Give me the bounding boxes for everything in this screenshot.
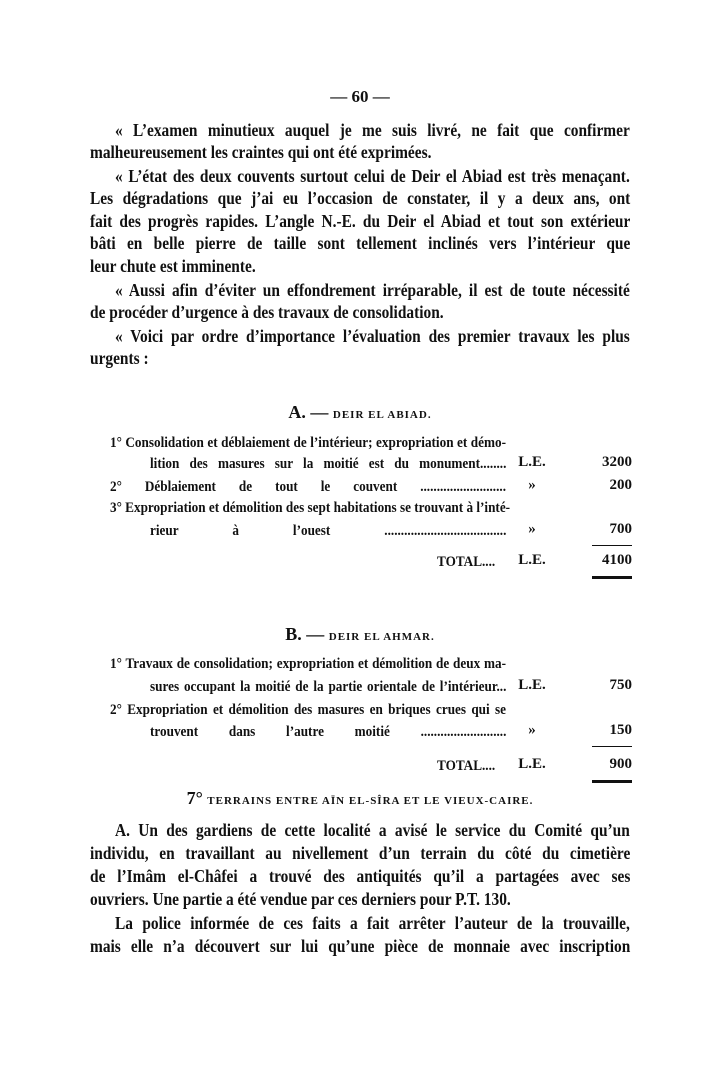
text-line: Les dégradations que j’ai eu l’occasion de constater, il y a deux ans, ont [90,188,631,208]
table-item-line: 2° Expropriation et démolition des masures en briques crues qui se [110,702,506,718]
sum-rule [592,545,632,546]
text-line: mais elle n’a découvert sur lui qu’une pièce de monnaie avec inscription [90,936,631,956]
text-line: « Aussi afin d’éviter un effondrement irréparable, il est de toute nécessité [115,280,630,300]
section-letter: B. — [285,624,325,644]
text-line: individu, en travaillant au nivellement d’un terrain du côté du cimetière [90,843,631,863]
text-line: de procéder d’urgence à des travaux de consolidation. [90,302,444,322]
table-item-line: 2° Déblaiement de tout le couvent .......................... [110,479,506,495]
total-rule [592,780,632,783]
amount: 150 [609,722,632,738]
section-letter: A. — [288,402,329,422]
section-number: 7° [186,788,203,808]
section-title: TERRAINS ENTRE AÏN EL-SÎRA ET LE VIEUX-CAIRE. [207,795,534,807]
text-line: A. Un des gardiens de cette localité a avisé le service du Comité qu’un [115,820,630,840]
section-title: DEIR EL ABIAD. [332,409,432,421]
total-amount: 900 [609,756,632,772]
amount: 3200 [602,454,632,470]
text-line: de l’Imâm el-Châfei a trouvé des antiquités qu’il a partagées avec ses [90,866,631,886]
section-7-heading [0,788,720,809]
unit: L.E. [518,454,546,470]
text-line: « Voici par ordre d’importance l’évaluation des premier travaux les plus [115,326,630,346]
amount: 200 [609,477,632,493]
page-number: — 60 — [330,87,390,106]
unit: » [528,477,536,493]
unit: » [528,521,536,537]
text-line: malheureusement les craintes qui ont été exprimées. [90,142,432,162]
total-label: TOTAL.... [437,758,496,774]
section-b-heading [0,624,720,645]
text-line: fait des progrès rapides. L’angle N.-E. du Deir el Abiad et tout son extérieur [90,211,631,231]
text-line: ouvriers. Une partie a été vendue par ces derniers pour P.T. 130. [90,889,511,909]
text-line: « L’examen minutieux auquel je me suis livré, ne fait que confirmer [115,120,630,140]
table-item-line: 1° Consolidation et déblaiement de l’intérieur; expropriation et démo- [110,435,506,451]
table-item-line: rieur à l’ouest ..................................... [150,523,507,539]
total-unit: L.E. [518,756,546,772]
text-line: « L’état des deux couvents surtout celui de Deir el Abiad est très menaçant. [115,166,630,186]
sum-rule [592,746,632,747]
table-item-line: 1° Travaux de consolidation; expropriation et démolition de deux ma- [110,656,506,672]
unit: L.E. [518,677,546,693]
unit: » [528,722,536,738]
section-a-heading [0,402,720,423]
text-line: urgents : [90,348,149,368]
amount: 700 [609,521,632,537]
total-label: TOTAL.... [437,554,496,570]
text-line: La police informée de ces faits a fait arrêter l’auteur de la trouvaille, [115,913,630,933]
section-title: DEIR EL AHMAR. [328,631,435,643]
table-item-line: trouvent dans l’autre moitié .......................... [150,724,507,740]
text-line: leur chute est imminente. [90,256,256,276]
total-amount: 4100 [602,552,632,568]
table-item-line: lition des masures sur la moitié est du monument........ [150,456,507,472]
total-unit: L.E. [518,552,546,568]
table-item-line: sures occupant la moitié de la partie orientale de l’intérieur... [150,679,507,695]
table-item-line: 3° Expropriation et démolition des sept habitations se trouvant à l’inté- [110,500,511,516]
text-line: bâti en belle pierre de taille sont tellement inclinés vers l’intérieur que [90,233,631,253]
amount: 750 [609,677,632,693]
total-rule [592,576,632,579]
